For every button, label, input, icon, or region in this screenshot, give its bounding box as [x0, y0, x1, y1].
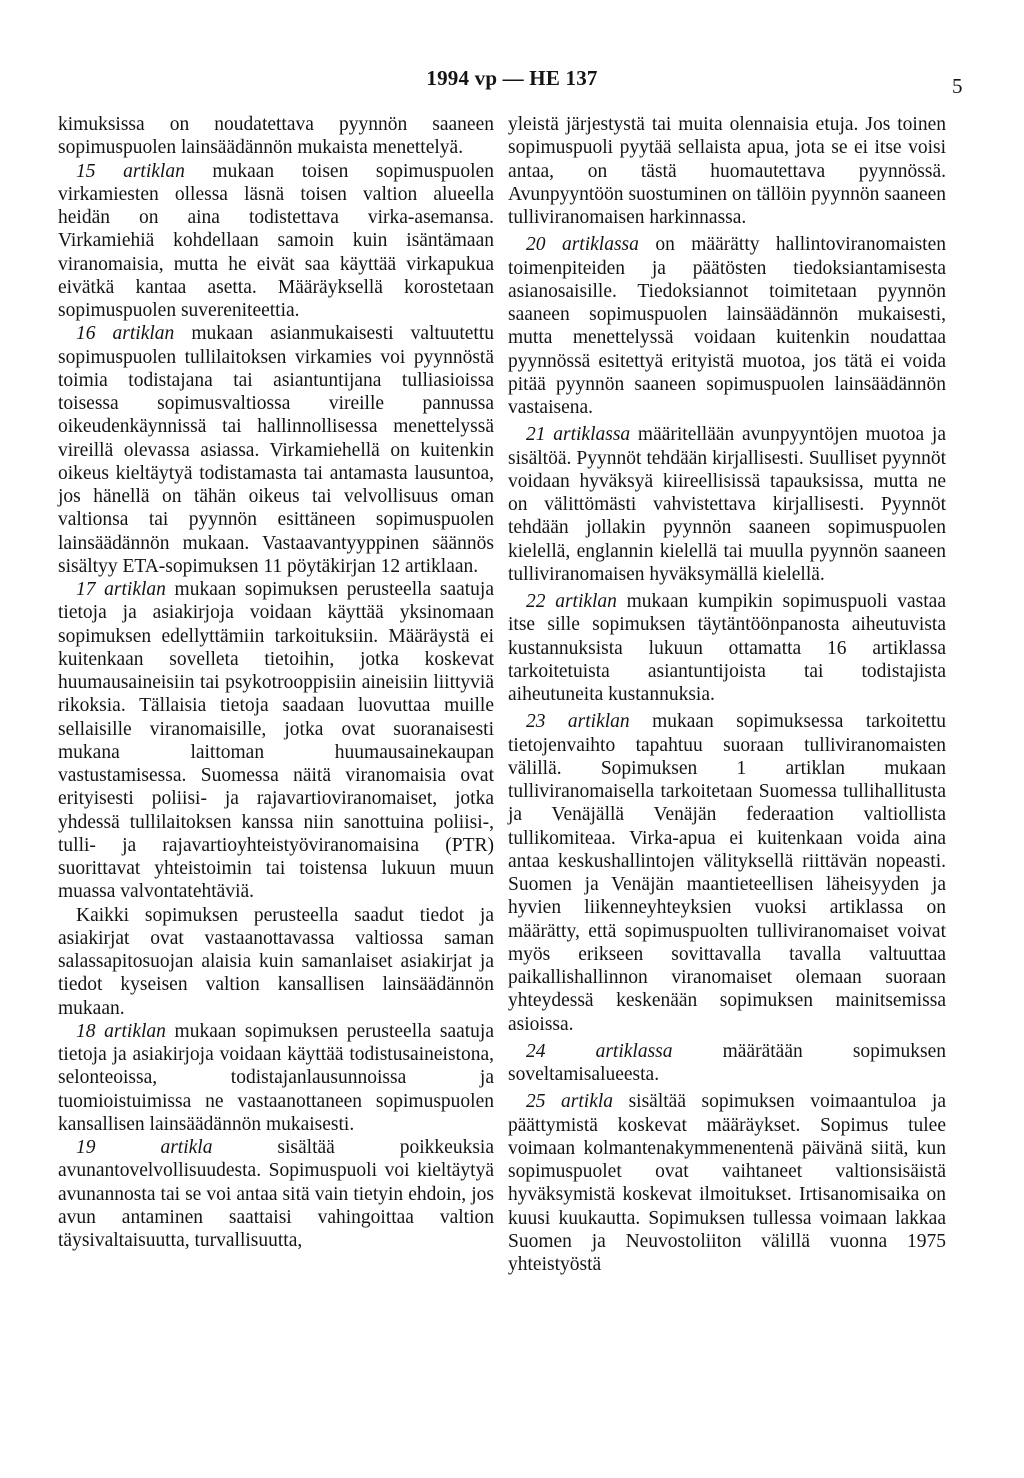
paragraph	[508, 233, 946, 419]
paragraph-text: sisältää sopimuksen voimaantuloa ja päättymistä koskevat määräykset. Sopimus tulee voimaan kolmantenakymmenentenä päivänä siitä, kun sopimuspuolet ovat vaihtaneet valtionsisäistä hyväksymistä koskevat ilmoitukset. Irtisanomisaika on kuusi kuukautta. Sopimuksen tullessa voimaan lakkaa Suomen ja Neuvostoliiton välillä vuonna 1975 yhteistyöstä	[508, 1091, 946, 1275]
right-column	[508, 113, 946, 1276]
article-reference: 22 artiklan	[526, 591, 617, 612]
article-reference: 17 artiklan	[76, 579, 166, 600]
paragraph-text: mukaan kumpikin sopimuspuoli vastaa itse sille sopimuksen täytäntöönpanosta aiheutuvista kustannuksista lukuun ottamatta 16 artiklassa tarkoitetuista asiantuntijoista tai todistajista aiheutuneita kustannuksia.	[508, 591, 946, 705]
article-reference: 24 artiklassa	[526, 1040, 673, 1062]
paragraph-text: mukaan sopimuksen perusteella saatuja tietoja ja asiakirjoja voidaan käyttää todistusaineistona, selonteoissa, todistajanlausunnoissa ja tuomioistuimissa ne vastaanottaneen sopimuspuolen kansallisen lainsäädännön mukaisesti.	[58, 1020, 494, 1135]
paragraph-text: määritellään avunpyyntöjen muotoa ja sisältöä. Pyynnöt tehdään kirjallisesti. Suulliset pyynnöt voidaan hyväksyä kiireellisissä tapauksissa, mutta ne on välittömästi vahvistettava kirjallisesti. Pyynnöt tehdään jollakin pyynnön saaneen sopimuspuolen kielellä, englannin kielellä tai muulla pyynnön saaneen tulliviranomaisen hyväksymällä kielellä.	[508, 424, 946, 585]
paragraph-text: määrätään sopimuksen soveltamisalueesta.	[508, 1040, 946, 1085]
paragraph	[58, 578, 494, 904]
paragraph	[58, 160, 494, 323]
paragraph	[508, 423, 946, 586]
article-reference: 21 artiklassa	[526, 424, 631, 446]
paragraph	[58, 1136, 494, 1252]
left-column	[58, 113, 494, 1252]
paragraph	[508, 590, 946, 706]
paragraph: kimuksissa on noudatettava pyynnön saaneen sopimuspuolen lainsäädännön mukaista menettelyä.	[58, 114, 494, 159]
paragraph	[508, 1090, 946, 1276]
article-reference: 15 artiklan	[76, 160, 185, 182]
paragraph-text: sisältää poikkeuksia avunantovelvollisuudesta. Sopimuspuoli voi kieltäytyä avunannosta tai se voi antaa sitä vain tietyin ehdoin, jos avun antaminen saattaisi vahingoittaa valtion täysivaltaisuutta, turvallisuutta,	[58, 1137, 494, 1251]
paragraph-text: mukaan asianmukaisesti valtuutettu sopimuspuolen tullilaitoksen virkamies voi pyynnöstä toimia todistajana tai asiantuntijana tulliasioissa toisessa sopimusvaltiossa vireille pannussa oikeudenkäynnissä tai hallinnollisessa menettelyssä vireillä olevassa asiassa. Virkamiehellä on kuitenkin oikeus kieltäytyä todistamasta tai antamasta lausuntoa, jos hänellä on tähän oikeus tai velvollisuus oman valtionsa tai pyynnön esittäneen sopimuspuolen lainsäädännön mukaan. Vastaavantyyppinen säännös sisältyy ETA-sopimuksen 11 pöytäkirjan 12 artiklaan.	[58, 323, 495, 577]
paragraph	[58, 322, 494, 578]
article-reference: 18 artiklan	[76, 1020, 166, 1042]
paragraph-text: mukaan sopimuksessa tarkoitettu tietojenvaihto tapahtuu suoraan tulliviranomaisten välillä. Sopimuksen 1 artiklan mukaan tulliviranomaisella tarkoitetaan Suomessa tullihallitusta ja Venäjällä Venäjän federaation valtiollista tullikomiteaa. Virka-apua ei kuitenkaan voida aina antaa keskushallintojen välityksellä riittävän nopeasti. Suomen ja Venäjän maantieteellisen läheisyyden ja hyvien liikenneyhteyksien vuoksi artiklassa on määrätty, että sopimuspuolten tulliviranomaiset voivat myös erikseen sovittavalla tavalla valtuuttaa paikallishallinnon viranomaiset olemaan suoraan yhteydessä keskenään sopimuksen mainitsemissa asioissa.	[508, 711, 946, 1035]
paragraph-text: on määrätty hallintoviranomaisten toimenpiteiden ja päätösten tiedoksiantamisesta asianosaisille. Tiedoksiannot toimitetaan pyynnön saaneen sopimuspuolen lainsäädännön mukaisesti, mutta menettelyssä voidaan kuitenkin noudattaa pyynnössä esitettyä erityistä muotoa, jos tätä ei voida pitää pyynnön saaneen sopimuspuolen lainsäädännön vastaisena.	[508, 234, 946, 418]
article-reference: 25 artikla	[526, 1091, 614, 1113]
page-header	[0, 66, 1024, 96]
paragraph-text: mukaan toisen sopimuspuolen virkamiesten ollessa läsnä toisen valtion alueella heidän on aina todistettava virka-asemansa. Virkamiehiä kohdellaan samoin kuin isäntämaan viranomaisia, mutta he eivät saa käyttää virkapukua eivätkä kantaa asetta. Määräyksellä korostetaan sopimuspuolen suvereniteettia.	[58, 160, 494, 321]
article-reference: 19 artikla	[76, 1137, 213, 1158]
paragraph	[508, 710, 946, 1036]
paragraph: yleistä järjestystä tai muita olennaisia etuja. Jos toinen sopimuspuoli pyytää sellaista apua, jota se ei itse voisi antaa, on tästä huomautettava pyynnössä. Avunpyyntöön suostuminen on tällöin pyynnön saaneen tulliviranomaisen harkinnassa.	[508, 114, 946, 228]
article-reference: 23 artiklan	[526, 711, 630, 733]
running-title: 1994 vp — HE 137	[426, 66, 598, 90]
paragraph: Kaikki sopimuksen perusteella saadut tiedot ja asiakirjat ovat vastaanottavassa valtiossa saman salassapitosuojan alaisia kuin samanlaiset asiakirjat ja tiedot kyseisen valtion kansallisen lainsäädännön mukaan.	[58, 904, 494, 1019]
paragraph	[58, 1020, 494, 1136]
paragraph-text: mukaan sopimuksen perusteella saatuja tietoja ja asiakirjoja voidaan käyttää yksinomaan sopimuksen edellyttämiin tarkoituksiin. Määräystä ei kuitenkaan sovelleta tietoihin, jotka koskevat huumausaineisiin tai psykotrooppisiin aineisiin liittyviä rikoksia. Tällaisia tietoja saadaan luovuttaa muille sellaisille viranomaisille, jotka ovat suoranaisesti mukana laittoman huumausainekaupan vastustamisessa. Suomessa näitä viranomaisia ovat erityisesti poliisi- ja rajavartioviranomaiset, jotka yhdessä tullilaitoksen kanssa niin sanottuina poliisi-, tulli- ja rajavartioyhteistyöviranomaisina (PTR) suorittavat yhteistoimin tai toistensa lukuun muun muassa valvontatehtäviä.	[58, 579, 494, 903]
article-reference: 20 artiklassa	[526, 234, 639, 256]
paragraph	[508, 1040, 946, 1087]
page-number: 5	[952, 74, 963, 98]
article-reference: 16 artiklan	[76, 323, 175, 345]
